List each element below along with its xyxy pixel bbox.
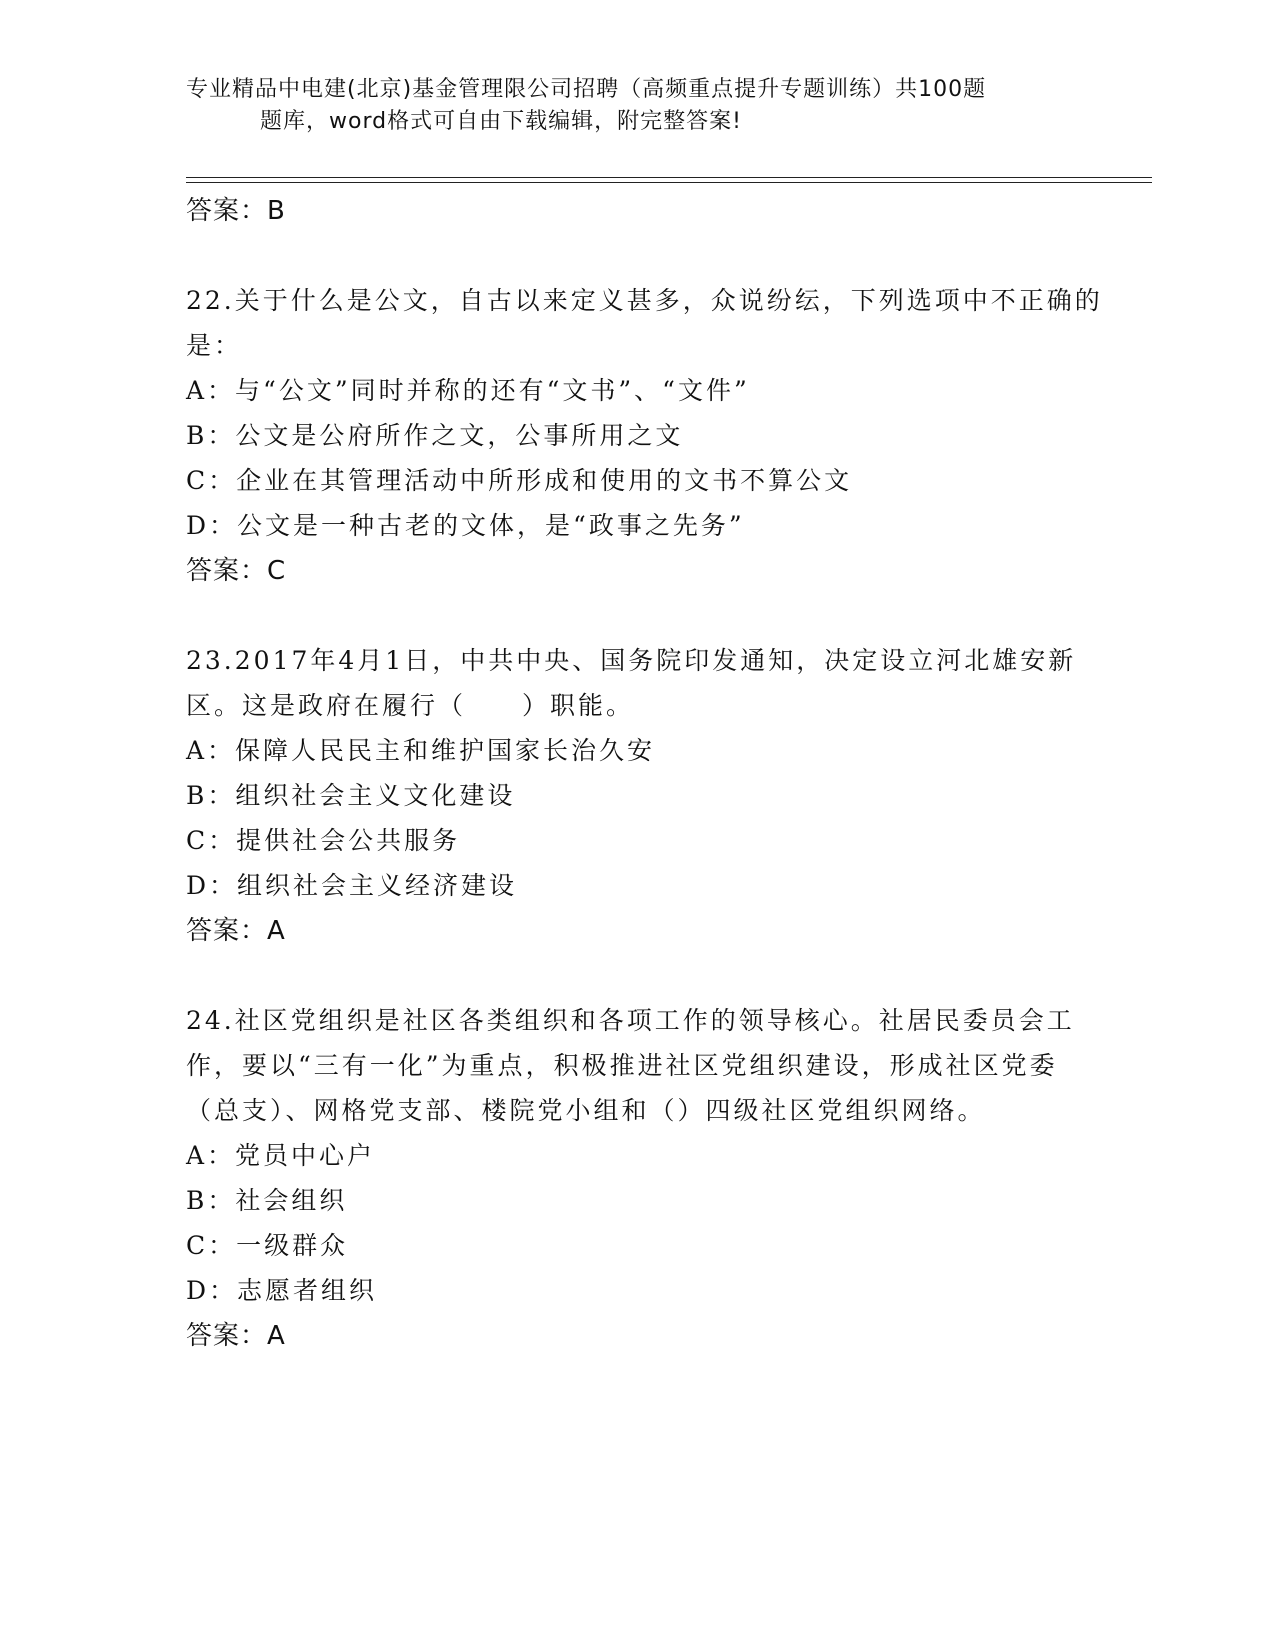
option-c: C：一级群众: [186, 1231, 349, 1260]
option-b: B：公文是公府所作之文，公事所用之文: [186, 421, 684, 450]
header-title-line2: 题库，word格式可自由下载编辑，附完整答案!: [260, 109, 742, 134]
answer-line: 答案：B: [186, 196, 286, 226]
page-header: [186, 74, 1066, 138]
option-c: C：提供社会公共服务: [186, 826, 461, 855]
option-d: D：志愿者组织: [186, 1276, 378, 1305]
header-divider-top: [186, 177, 1152, 178]
option-d: D：公文是一种古老的文体，是“政事之先务”: [186, 511, 745, 540]
answer-line: 答案：A: [186, 1321, 286, 1351]
option-a: A：党员中心户: [186, 1141, 376, 1170]
option-d: D：组织社会主义经济建设: [186, 871, 518, 900]
question-23: [186, 638, 1106, 954]
question-22: [186, 278, 1106, 594]
answer-line: 答案：A: [186, 916, 286, 946]
option-b: B：组织社会主义文化建设: [186, 781, 516, 810]
question-24: [186, 998, 1106, 1359]
document-body: [186, 188, 1106, 1359]
header-title-line1: 专业精品中电建(北京)基金管理限公司招聘（高频重点提升专题训练）共100题: [186, 77, 987, 102]
option-c: C：企业在其管理活动中所形成和使用的文书不算公文: [186, 466, 853, 495]
question-stem: 24.社区党组织是社区各类组织和各项工作的领导核心。社居民委员会工作，要以“三有一化”为重点，积极推进社区党组织建设，形成社区党委（总支）、网格党支部、楼院党小组和（）四级社区党组织网络。: [186, 1006, 1075, 1125]
option-b: B：社会组织: [186, 1186, 348, 1215]
header-divider-bottom: [186, 182, 1152, 183]
question-stem: 22.关于什么是公文，自古以来定义甚多，众说纷纭，下列选项中不正确的是：: [186, 286, 1103, 360]
answer-line: 答案：C: [186, 556, 287, 586]
option-a: A：保障人民民主和维护国家长治久安: [186, 736, 656, 765]
option-a: A：与“公文”同时并称的还有“文书”、“文件”: [186, 376, 750, 405]
question-stem: 23.2017年4月1日，中共中央、国务院印发通知，决定设立河北雄安新区。这是政府在履行（ ）职能。: [186, 646, 1077, 720]
